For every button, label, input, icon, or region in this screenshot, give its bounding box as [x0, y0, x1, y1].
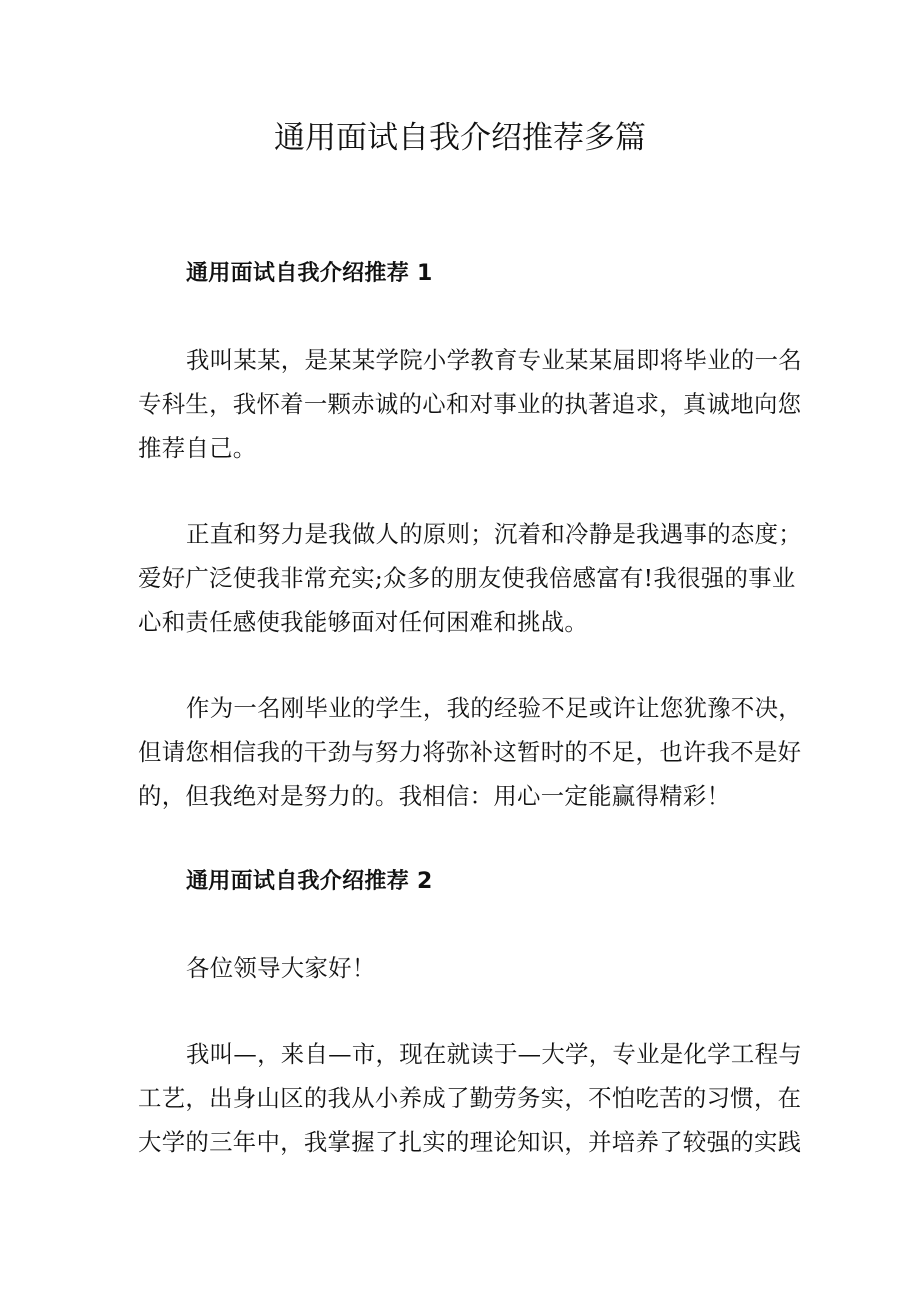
paragraph-5 — [138, 1032, 802, 1164]
paragraph-2 — [138, 512, 802, 644]
paragraph-line: 我叫—，来自—市，现在就读于—大学，专业是化学工程与 — [186, 1040, 802, 1068]
paragraph-3 — [138, 686, 802, 818]
paragraph-line: 的，但我绝对是努力的。我相信：用心一定能赢得精彩！ — [138, 782, 731, 810]
paragraph-line: 心和责任感使我能够面对任何困难和挑战。 — [138, 608, 589, 636]
paragraph-line: 爱好广泛使我非常充实;众多的朋友使我倍感富有!我很强的事业 — [138, 564, 796, 592]
document-title: 通用面试自我介绍推荐多篇 — [274, 120, 646, 156]
paragraph-line: 工艺，出身山区的我从小养成了勤劳务实，不怕吃苦的习惯，在 — [138, 1084, 802, 1112]
section-2-heading: 通用面试自我介绍推荐 2 — [186, 869, 433, 894]
paragraph-line: 专科生，我怀着一颗赤诚的心和对事业的执著追求，真诚地向您 — [138, 390, 802, 418]
paragraph-line: 我叫某某，是某某学院小学教育专业某某届即将毕业的一名 — [186, 346, 802, 374]
paragraph-line: 作为一名刚毕业的学生，我的经验不足或许让您犹豫不决， — [186, 694, 802, 722]
paragraph-line: 正直和努力是我做人的原则；沉着和冷静是我遇事的态度； — [186, 520, 802, 548]
paragraph-4 — [138, 946, 788, 990]
paragraph-line: 各位领导大家好！ — [186, 954, 376, 982]
paragraph-1 — [138, 338, 802, 470]
paragraph-line: 但请您相信我的干劲与努力将弥补这暂时的不足，也许我不是好 — [138, 738, 802, 766]
section-1-heading: 通用面试自我介绍推荐 1 — [186, 261, 433, 286]
paragraph-line: 大学的三年中，我掌握了扎实的理论知识，并培养了较强的实践 — [138, 1128, 802, 1156]
document-body — [138, 252, 802, 1164]
paragraph-line: 推荐自己。 — [138, 434, 257, 462]
